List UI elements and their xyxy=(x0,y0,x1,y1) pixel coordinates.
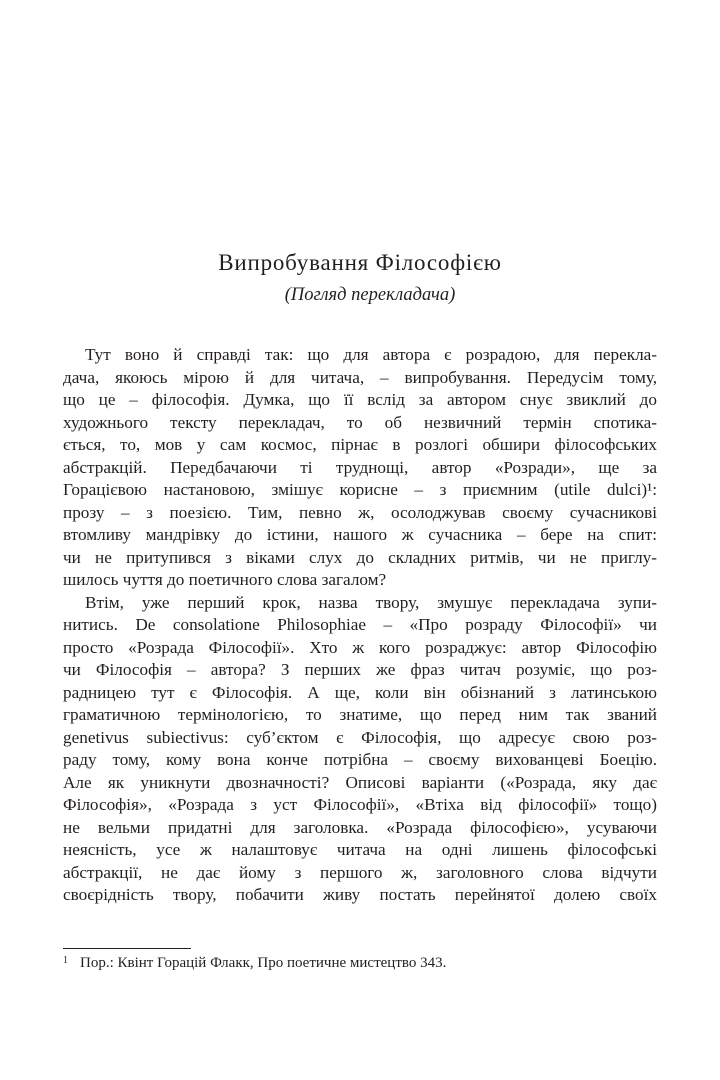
footnote-mark: 1 xyxy=(63,955,68,966)
text-line: своєрідність твору, побачити живу постать перейнятої долею своїх xyxy=(63,885,657,904)
text-line: граматичною термінологією, то знатиме, що перед ним так званий xyxy=(63,705,657,724)
text-line: чи не притупився з віками слух до складних ритмів, чи не приглу- xyxy=(63,547,657,567)
footnote-divider xyxy=(63,948,191,949)
chapter-subtitle: (Погляд перекладача) xyxy=(284,285,456,305)
footnote xyxy=(63,955,446,972)
text-line: дача, якоюсь мірою й для читача, – випробування. Передусім тому, xyxy=(63,367,657,387)
footnote-text: Пор.: Квінт Горацій Флакк, Про поетичне мистецтво 343. xyxy=(80,955,447,971)
text-line: раду тому, кому вона конче потрібна – своєму вихованцеві Боецію. xyxy=(63,750,657,769)
text-line: неясність, усе ж налаштовує читача на одні лишень філософські xyxy=(63,840,657,859)
text-line: Але як уникнути двозначності? Описові варіанти («Розрада, яку дає xyxy=(63,772,657,792)
text-line: втомливу мандрівку до істини, нашого ж сучасника – бере на спит: xyxy=(63,525,657,544)
text-line: абстракцій. Передбачаючи ті труднощі, автор «Розради», ще за xyxy=(63,457,657,477)
text-line: Тут воно й справді так: що для автора є розрадою, для перекла- xyxy=(85,345,657,364)
text-line: genetivus subiectivus: суб’єктом є Філософія, що адресує свою роз- xyxy=(63,727,657,747)
body-text xyxy=(63,344,657,907)
text-line: художнього тексту перекладач, то об незвичний термін спотика- xyxy=(63,412,657,432)
text-line: Горацієвою настановою, змішує корисне – з приємним (utile dulci)¹: xyxy=(63,480,657,499)
text-line: шилось чуття до поетичного слова загалом? xyxy=(63,570,387,589)
chapter-title: Випробування Філософією xyxy=(218,250,502,275)
text-line: нитись. De consolatione Philosophiae – «Про розраду Філософії» чи xyxy=(63,615,657,634)
text-line: що це – філософія. Думка, що її вслід за автором снує звиклий до xyxy=(63,390,657,409)
text-line: просто «Розрада Філософії». Хто ж кого розраджує: автор Філософію xyxy=(63,637,657,657)
text-line: чи Філософія – автора? З перших же фраз читач розуміє, що роз- xyxy=(63,660,657,679)
text-line: ється, то, мов у сам космос, пірнає в розлогі обшири філософських xyxy=(63,435,657,454)
text-line: прозу – з поезією. Тим, певно ж, осолоджував своєму сучасникові xyxy=(63,502,657,522)
text-line: абстракції, не дає йому з першого ж, заголовного слова відчути xyxy=(63,862,657,882)
text-line: радницею тут є Філософія. А ще, коли він обізнаний з латинською xyxy=(63,682,657,702)
text-line: не вельми придатні для заголовка. «Розрада філософією», усуваючи xyxy=(63,817,657,837)
text-line: Втім, уже перший крок, назва твору, змушує перекладача зупи- xyxy=(85,592,657,612)
text-line: Філософія», «Розрада з уст Філософії», «Втіха від філософії» тощо) xyxy=(63,795,657,814)
